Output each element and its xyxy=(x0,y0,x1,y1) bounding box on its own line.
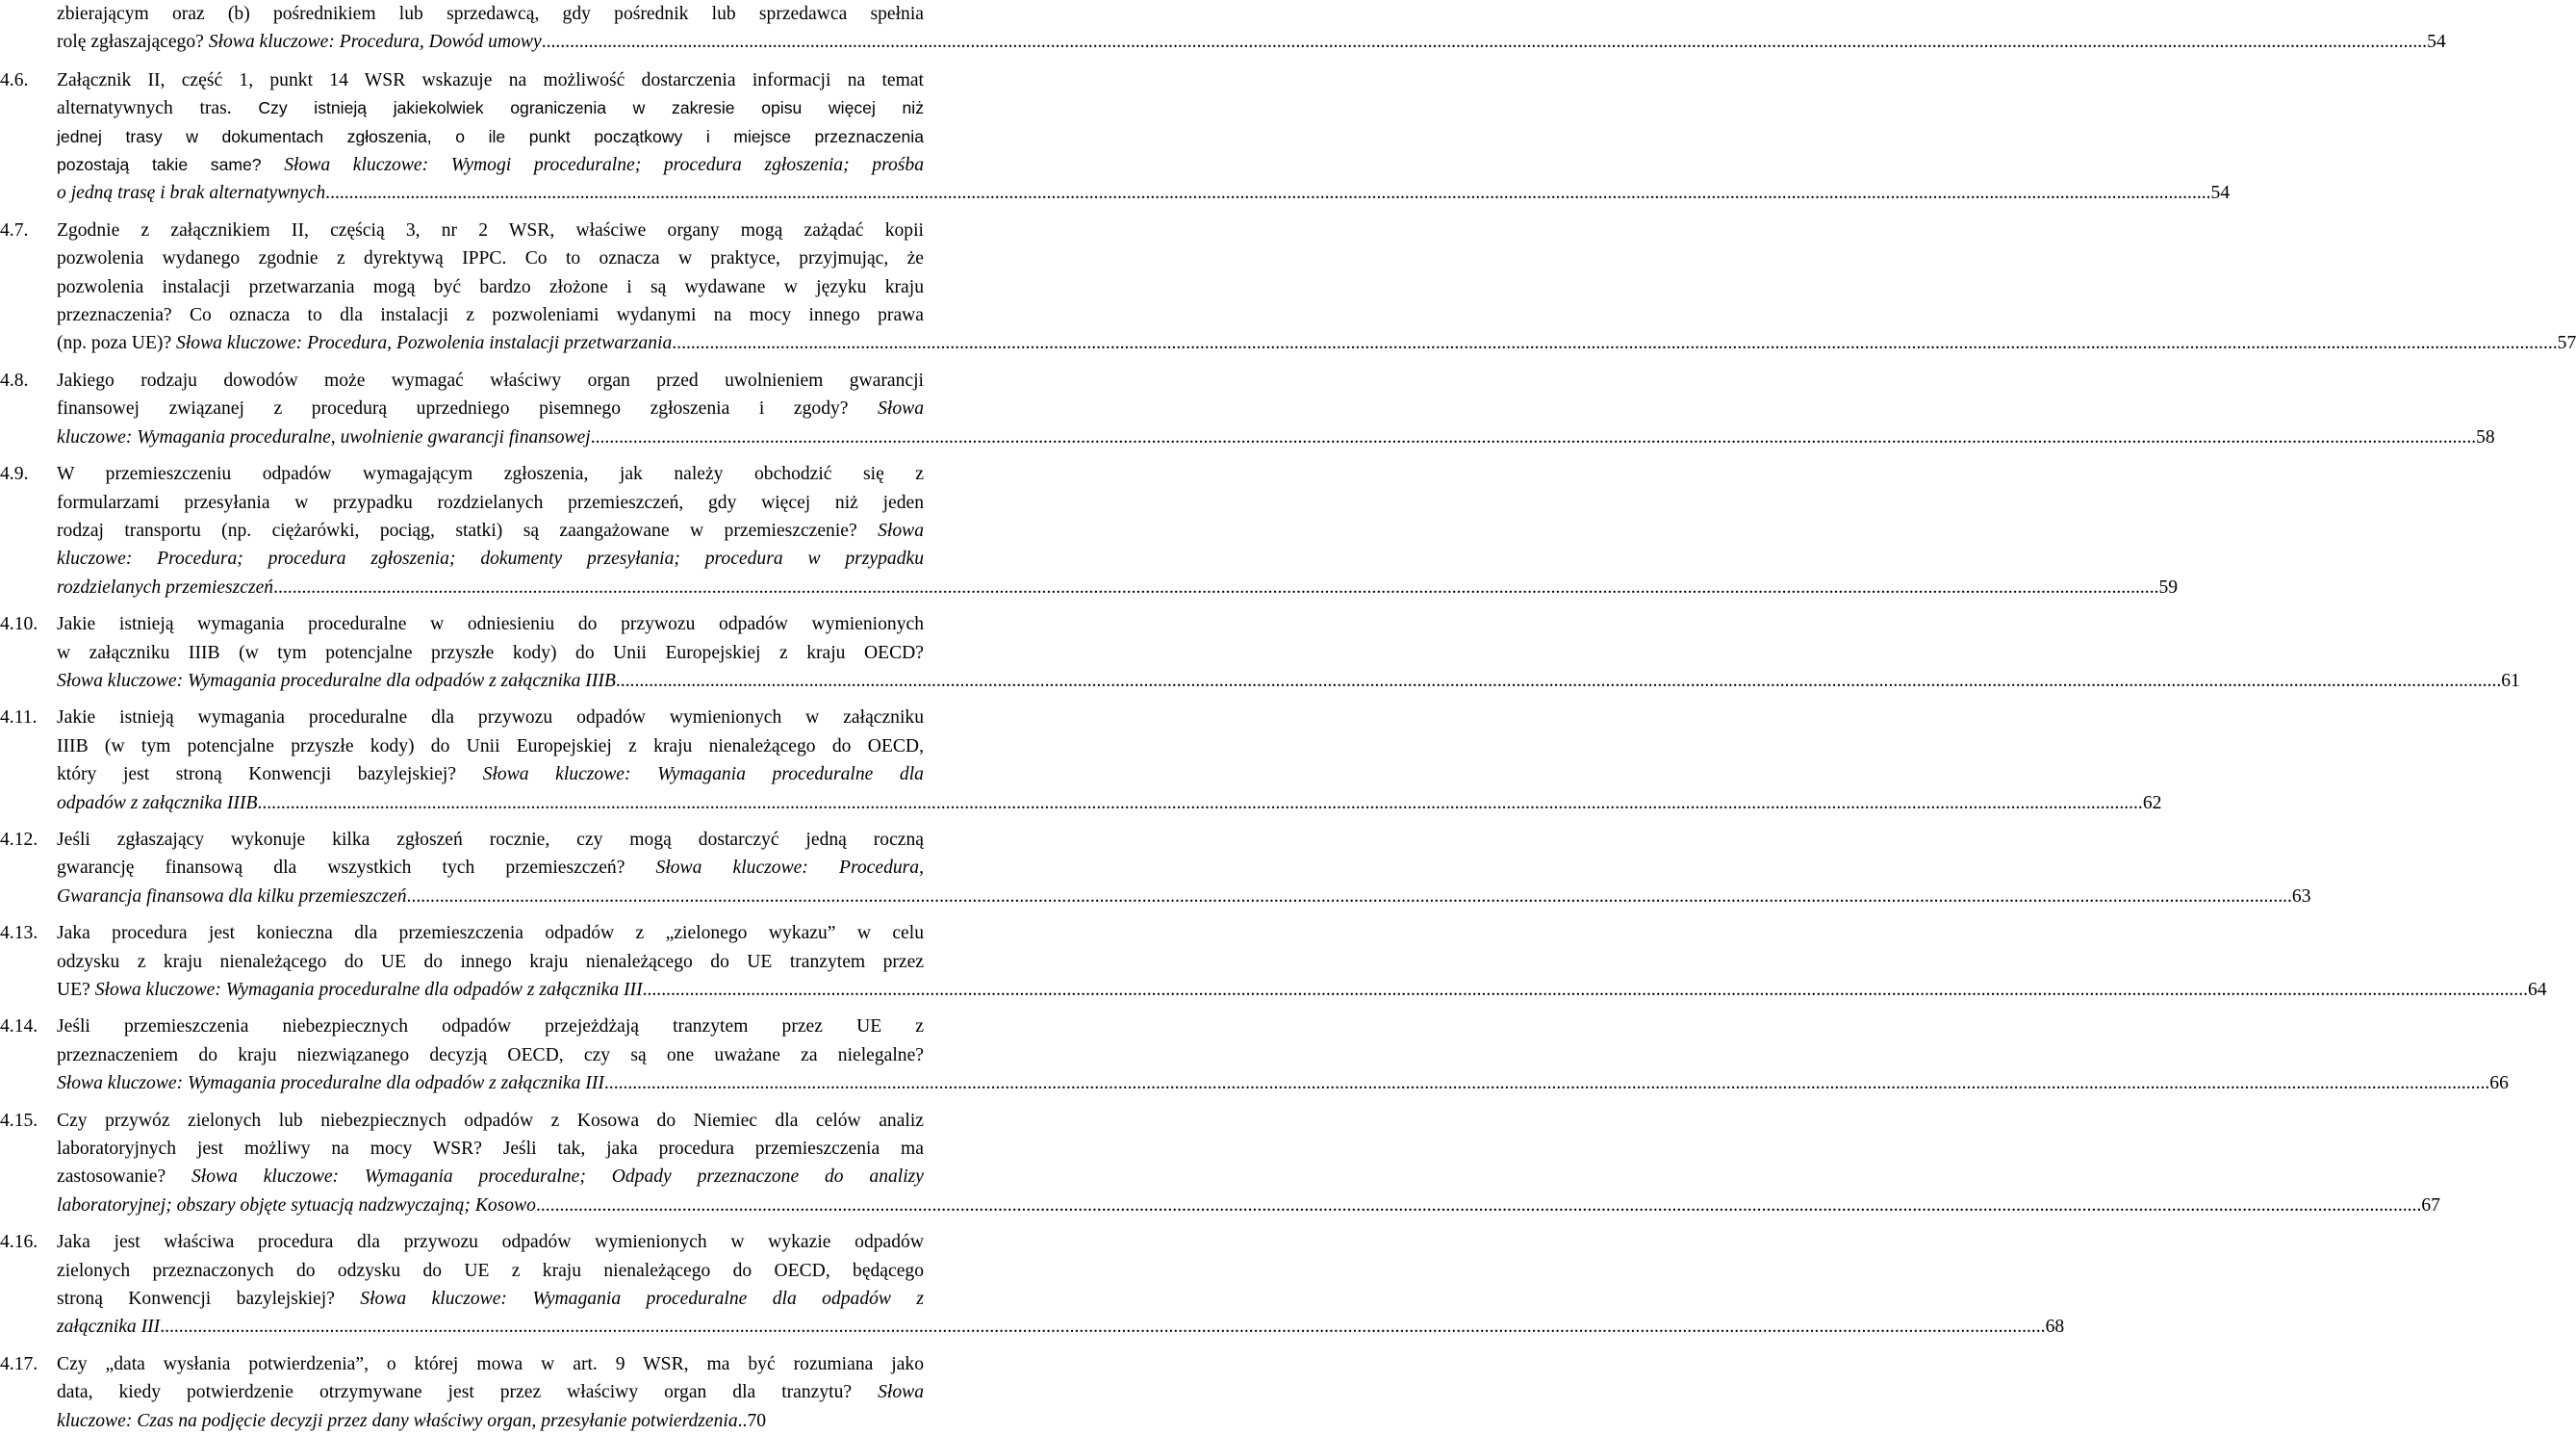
dot-leader: ................................................................................................................................................................................................................................................................................................................................................................................................................ xyxy=(642,980,2528,1000)
toc-line xyxy=(57,948,924,976)
toc-line xyxy=(57,919,924,947)
toc-entry-number: 4.14. xyxy=(0,1016,38,1038)
toc-line xyxy=(57,1192,2440,1219)
question-text: pozwolenia instalacji przetwarzania mogą być bardzo złożone i są wydawane w języku kraju xyxy=(57,276,924,297)
toc-line xyxy=(57,1163,924,1191)
toc-entry[interactable] xyxy=(0,460,2179,602)
toc-line xyxy=(57,367,924,395)
keywords-text: Słowa kluczowe: Wymogi proceduralne; procedura zgłoszenia; prośba xyxy=(284,155,924,176)
dot-leader: ................................................................................................................................................................................................................................................................................................................................................................................................................ xyxy=(672,333,2558,354)
toc-line xyxy=(57,1407,924,1435)
toc-line xyxy=(57,489,924,517)
page-number[interactable]: 63 xyxy=(2291,885,2311,907)
question-text: rolę zgłaszającego? xyxy=(57,32,209,53)
question-text: W przemieszczeniu odpadów wymagającym zgłoszenia, jak należy obchodzić się z xyxy=(57,464,924,485)
keywords-text: rozdzielanych przemieszczeń xyxy=(57,577,274,598)
toc-entry-number: 4.17. xyxy=(0,1353,38,1374)
toc-entry-text xyxy=(57,1012,2509,1097)
toc-entry-number: 4.8. xyxy=(0,370,29,391)
toc-line xyxy=(57,610,924,638)
toc-entry[interactable] xyxy=(0,367,2495,451)
question-text: finansowej związanej z procedurą uprzedniego pisemnego zgłoszenia i zgody? xyxy=(57,398,879,420)
question-text: stroną Konwencji bazylejskiej? xyxy=(57,1289,361,1310)
question-text: w załączniku IIIB (w tym potencjalne przyszłe kody) do Unii Europejskiej z kraju OECD? xyxy=(57,642,924,663)
toc-entry[interactable] xyxy=(0,826,2311,910)
toc-line xyxy=(57,1257,924,1285)
toc-line xyxy=(57,1041,924,1069)
question-text: przeznaczeniem do kraju niezwiązanego decyzją OECD, czy są one uważane za nielegalne? xyxy=(57,1044,924,1065)
toc-line xyxy=(57,395,924,423)
dot-leader: ................................................................................................................................................................................................................................................................................................................................................................................................................ xyxy=(273,577,2159,598)
keywords-text: Słowa kluczowe: Wymagania proceduralne dla xyxy=(482,764,924,785)
keywords-text: Słowa kluczowe: Wymagania proceduralne dla odpadów z załącznika IIIB xyxy=(57,670,616,691)
toc-entry-text xyxy=(57,217,2576,358)
toc-entry-text xyxy=(57,704,2162,817)
page-number[interactable]: 58 xyxy=(2476,426,2495,448)
keywords-text: Słowa xyxy=(878,520,924,541)
dot-leader: ................................................................................................................................................................................................................................................................................................................................................................................................................ xyxy=(590,426,2477,448)
keywords-text: kluczowe: Procedura; procedura zgłoszenia; dokumenty przesyłania; procedura w przypadku xyxy=(57,549,924,570)
toc-line xyxy=(57,1285,924,1313)
toc-line xyxy=(57,883,2311,910)
page-number[interactable]: 54 xyxy=(2210,183,2231,204)
toc-entry-text xyxy=(57,0,2446,57)
toc-entry-number: 4.6. xyxy=(0,69,29,90)
toc-entry-text xyxy=(57,610,2520,695)
toc-entry[interactable] xyxy=(0,66,2231,208)
toc-entry[interactable] xyxy=(0,1107,2440,1220)
toc-line xyxy=(57,217,924,244)
keywords-text: Gwarancja finansowa dla kilku przemieszczeń xyxy=(57,885,407,907)
toc-line xyxy=(57,732,924,760)
page-number[interactable]: 62 xyxy=(2142,792,2162,813)
question-text: jednej trasy w dokumentach zgłoszenia, o ile punkt początkowy i miejsce przeznaczenia xyxy=(57,126,924,146)
toc-line xyxy=(57,0,924,28)
page-number[interactable]: 68 xyxy=(2045,1317,2065,1338)
toc-entry-number: 4.13. xyxy=(0,923,38,944)
keywords-text: odpadów z załącznika IIIB xyxy=(57,792,258,813)
toc-line xyxy=(57,151,924,179)
page-number[interactable]: 59 xyxy=(2158,577,2179,598)
toc-entry-text xyxy=(57,66,2231,208)
toc-line xyxy=(57,789,2162,817)
question-text: pozostają takie same? xyxy=(57,155,285,175)
keywords-text: kluczowe: Czas na podjęcie decyzji przez dany właściwy organ, przesyłanie potwierdzenia xyxy=(57,1410,738,1431)
toc-line xyxy=(57,273,924,301)
toc-line xyxy=(57,704,924,731)
toc-line xyxy=(57,667,2520,695)
toc-line xyxy=(57,1313,2065,1341)
question-text: zbierającym oraz (b) pośrednikiem lub sprzedawcą, gdy pośrednik lub sprzedawca spełnia xyxy=(57,4,924,24)
toc-line xyxy=(57,826,924,854)
dot-leader: ................................................................................................................................................................................................................................................................................................................................................................................................................ xyxy=(257,792,2143,813)
toc-line xyxy=(57,517,924,545)
toc-line xyxy=(57,123,924,151)
dot-leader: ................................................................................................................................................................................................................................................................................................................................................................................................................ xyxy=(406,885,2292,907)
toc-line xyxy=(57,854,924,882)
question-text: gwarancję finansową dla wszystkich tych przemieszczeń? xyxy=(57,858,656,879)
question-text: Czy istnieją jakiekolwiek ograniczenia w zakresie opisu więcej niż xyxy=(258,98,925,118)
question-text: Jeśli przemieszczenia niebezpiecznych odpadów przejeżdżają tranzytem przez UE z xyxy=(57,1016,924,1038)
keywords-text: kluczowe: Wymagania proceduralne, uwolnienie gwarancji finansowej xyxy=(57,426,591,448)
toc-entry-number: 4.9. xyxy=(0,464,29,485)
toc-entry-number: 4.10. xyxy=(0,614,38,635)
keywords-text: Słowa kluczowe: Wymagania proceduralne dla odpadów z xyxy=(360,1289,925,1310)
toc-line xyxy=(57,545,924,573)
question-text: alternatywnych tras. xyxy=(57,98,259,119)
question-text: rodzaj transportu (np. ciężarówki, pociąg, statki) są zaangażowane w przemieszczenie? xyxy=(57,520,879,541)
keywords-text: Słowa kluczowe: Wymagania proceduralne dla odpadów z załącznika III xyxy=(94,980,643,1000)
question-text: zastosowanie? xyxy=(57,1166,191,1188)
dot-leader: ................................................................................................................................................................................................................................................................................................................................................................................................................ xyxy=(541,32,2428,53)
page-number[interactable]: 70 xyxy=(747,1410,767,1431)
keywords-text: Słowa kluczowe: Procedura, xyxy=(655,858,924,879)
toc-line xyxy=(57,1135,924,1163)
question-text: który jest stroną Konwencji bazylejskiej? xyxy=(57,764,483,785)
page-number[interactable]: 54 xyxy=(2427,32,2446,53)
toc-line xyxy=(57,1350,924,1378)
keywords-text: Słowa xyxy=(878,1382,924,1403)
question-text: laboratoryjnych jest możliwy na mocy WSR? Jeśli tak, jaka procedura przemieszczenia ma xyxy=(57,1139,924,1160)
question-text: pozwolenia wydanego zgodnie z dyrektywą IPPC. Co to oznacza w praktyce, przyjmując, że xyxy=(57,248,924,269)
toc-entry-number: 4.15. xyxy=(0,1110,38,1131)
page-number[interactable]: 66 xyxy=(2489,1073,2509,1094)
toc-entry-text xyxy=(57,1228,2065,1342)
keywords-text: o jedną trasę i brak alternatywnych xyxy=(57,183,326,204)
dot-leader: ................................................................................................................................................................................................................................................................................................................................................................................................................ xyxy=(603,1073,2490,1094)
toc-line xyxy=(57,329,2576,357)
toc-line xyxy=(57,423,2495,451)
question-text: przeznaczenia? Co oznacza to dla instalacji z pozwoleniami wydanymi na mocy innego prawa xyxy=(57,305,924,326)
question-text: data, kiedy potwierdzenie otrzymywane jest przez właściwy organ dla tranzytu? xyxy=(57,1382,879,1403)
toc-entry-text xyxy=(57,919,2547,1004)
toc-entry-number: 4.12. xyxy=(0,829,38,850)
question-text: Jaka jest właściwa procedura dla przywozu odpadów wymienionych w wykazie odpadów xyxy=(57,1232,924,1253)
question-text: odzysku z kraju nienależącego do UE do innego kraju nienależącego do UE tranzytem przez xyxy=(57,951,924,972)
toc-line xyxy=(57,574,2179,602)
toc-entry-number: 4.16. xyxy=(0,1232,38,1253)
dot-leader: ................................................................................................................................................................................................................................................................................................................................................................................................................ xyxy=(325,183,2211,204)
dot-leader: .. xyxy=(737,1410,748,1431)
page-number[interactable]: 57 xyxy=(2557,333,2576,354)
question-text: Jaka procedura jest konieczna dla przemieszczenia odpadów z „zielonego wykazu” w celu xyxy=(57,923,924,944)
toc-entry[interactable] xyxy=(0,1228,2065,1342)
toc-entry[interactable] xyxy=(0,1012,2509,1097)
toc-entry-text xyxy=(57,460,2179,602)
toc-entry-text xyxy=(57,826,2311,910)
toc-entry-text xyxy=(57,367,2495,451)
keywords-text: Słowa kluczowe: Procedura, Dowód umowy xyxy=(208,32,542,53)
question-text: formularzami przesyłania w przypadku rozdzielanych przemieszczeń, gdy więcej niż jeden xyxy=(57,492,924,513)
keywords-text: Słowa kluczowe: Wymagania proceduralne; Odpady przeznaczone do analizy xyxy=(191,1166,924,1188)
toc-line xyxy=(57,1107,924,1135)
toc-line xyxy=(57,760,924,788)
question-text: IIIB (w tym potencjalne przyszłe kody) do Unii Europejskiej z kraju nienależącego do OECD, xyxy=(57,735,924,756)
toc-line xyxy=(57,1228,924,1256)
toc-entry[interactable] xyxy=(0,919,2547,1004)
toc-line xyxy=(57,94,924,122)
question-text: Zgodnie z załącznikiem II, częścią 3, nr 2 WSR, właściwe organy mogą zażądać kopii xyxy=(57,219,924,241)
keywords-text: załącznika III xyxy=(57,1317,161,1338)
toc-line xyxy=(57,28,2446,56)
toc-entry[interactable] xyxy=(0,704,2162,817)
keywords-text: Słowa kluczowe: Procedura, Pozwolenia instalacji przetwarzania xyxy=(176,333,673,354)
toc-entry-number: 4.11. xyxy=(0,707,38,729)
toc-line xyxy=(57,639,924,667)
keywords-text: Słowa kluczowe: Wymagania proceduralne dla odpadów z załącznika III xyxy=(57,1073,604,1094)
question-text: (np. poza UE)? xyxy=(57,333,177,354)
toc-line xyxy=(57,66,924,94)
question-text: Jakiego rodzaju dowodów może wymagać właściwy organ przed uwolnieniem gwarancji xyxy=(57,370,924,391)
toc-entry-number xyxy=(0,0,57,57)
toc-line xyxy=(57,301,924,329)
keywords-text: Słowa xyxy=(878,398,924,420)
dot-leader: ................................................................................................................................................................................................................................................................................................................................................................................................................ xyxy=(615,670,2502,691)
toc-line xyxy=(57,460,924,488)
dot-leader: ................................................................................................................................................................................................................................................................................................................................................................................................................ xyxy=(160,1317,2046,1338)
toc-line xyxy=(57,244,924,272)
question-text: zielonych przeznaczonych do odzysku do UE z kraju nienależącego do OECD, będącego xyxy=(57,1260,924,1281)
question-text: UE? xyxy=(57,980,95,1000)
toc-line xyxy=(57,1378,924,1406)
keywords-text: laboratoryjnej; obszary objęte sytuacją nadzwyczajną; Kosowo xyxy=(57,1194,536,1216)
toc-entry[interactable] xyxy=(0,610,2520,695)
question-text: Jakie istnieją wymagania proceduralne w odniesieniu do przywozu odpadów wymienionych xyxy=(57,614,924,635)
page-number[interactable]: 67 xyxy=(2421,1194,2440,1216)
question-text: Jeśli zgłaszający wykonuje kilka zgłoszeń rocznie, czy mogą dostarczyć jedną roczną xyxy=(57,829,924,850)
toc-entry[interactable] xyxy=(0,1350,924,1435)
page-number[interactable]: 64 xyxy=(2527,980,2547,1000)
question-text: Czy przywóz zielonych lub niebezpiecznych odpadów z Kosowa do Niemiec dla celów analiz xyxy=(57,1110,924,1131)
toc-line xyxy=(57,1012,924,1040)
toc-line xyxy=(57,976,2547,1004)
toc-line xyxy=(57,179,2231,207)
toc-entry-number: 4.7. xyxy=(0,219,29,241)
question-text: Załącznik II, część 1, punkt 14 WSR wskazuje na możliwość dostarczenia informacji na temat xyxy=(57,69,924,90)
toc-entry[interactable] xyxy=(0,0,2446,57)
toc-entry-text xyxy=(57,1107,2440,1220)
toc-entry-text xyxy=(57,1350,924,1435)
question-text: Jakie istnieją wymagania proceduralne dla przywozu odpadów wymienionych w załączniku xyxy=(57,707,924,729)
toc-line xyxy=(57,1069,2509,1097)
question-text: Czy „data wysłania potwierdzenia”, o której mowa w art. 9 WSR, ma być rozumiana jako xyxy=(57,1353,924,1374)
page-number[interactable]: 61 xyxy=(2501,670,2520,691)
dot-leader: ................................................................................................................................................................................................................................................................................................................................................................................................................ xyxy=(535,1194,2422,1216)
toc-entry[interactable] xyxy=(0,217,2576,358)
